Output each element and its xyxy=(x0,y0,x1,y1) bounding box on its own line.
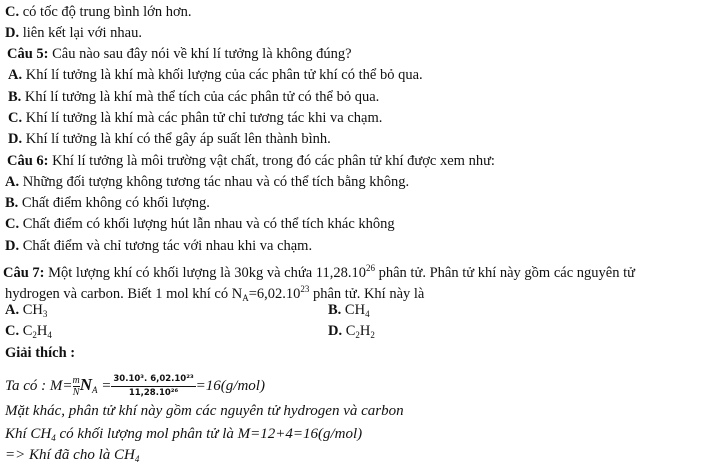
subscript: 4 xyxy=(51,433,56,443)
solution-text: => Khí đã cho là CH xyxy=(5,447,135,463)
question-text: Một lượng khí có khối lượng là 30kg và chứa 11,28.10 xyxy=(44,265,366,281)
q5-option-a xyxy=(8,66,423,84)
numerator: m xyxy=(72,375,80,387)
option-label: B. xyxy=(5,195,19,211)
question-5 xyxy=(7,45,352,63)
option-label: B. xyxy=(328,302,342,318)
solution-heading: Giải thích : xyxy=(5,345,76,361)
option-text: Chất điểm có khối lượng hút lẫn nhau và có thể tích khác không xyxy=(19,216,395,232)
q6-option-c xyxy=(5,215,395,233)
option-text: Khí lí tưởng là khí có thể gây áp suất lên thành bình. xyxy=(22,131,331,147)
option-label: A. xyxy=(5,174,20,190)
q5-option-d xyxy=(8,130,331,148)
question-7 xyxy=(3,259,635,282)
q5-option-c xyxy=(8,109,382,127)
option-label: D. xyxy=(5,238,20,254)
subscript: 2 xyxy=(32,330,37,340)
question-text: =6,02.10 xyxy=(248,286,301,302)
denominator: N xyxy=(72,387,80,399)
formula-text: Ta có : M= xyxy=(5,378,73,394)
exponent: 26 xyxy=(366,263,375,273)
option-text: Khí lí tưởng là khí mà thể tích của các phân tử có thể bỏ qua. xyxy=(21,89,380,105)
option-text: H xyxy=(359,323,371,339)
prev-option-d xyxy=(5,24,142,42)
subscript: 3 xyxy=(42,309,48,319)
option-text: CH xyxy=(19,302,43,318)
option-text: Khí lí tưởng là khí mà khối lượng của các phân tử khí có thể bỏ qua. xyxy=(22,67,423,83)
option-text: Khí lí tưởng là khí mà các phân tử chỉ tương tác khi va chạm. xyxy=(22,110,383,126)
subscript: 4 xyxy=(134,454,140,464)
m-over-n-fraction xyxy=(73,375,80,398)
q7-option-a xyxy=(5,301,47,323)
q7-option-b xyxy=(328,301,370,323)
option-label: D. xyxy=(328,323,343,339)
q6-option-d xyxy=(5,237,312,255)
option-label: B. xyxy=(8,89,22,105)
subscript: A xyxy=(242,293,249,303)
option-text: có tốc độ trung bình lớn hơn. xyxy=(19,4,192,20)
option-label: C. xyxy=(8,110,23,126)
prev-option-c xyxy=(5,3,192,21)
q7-option-c xyxy=(5,322,52,344)
solution-text: Khí CH xyxy=(5,426,52,442)
option-label: C. xyxy=(5,216,20,232)
exponent: 23 xyxy=(300,284,310,294)
option-label: C. xyxy=(5,4,20,20)
option-text: H xyxy=(36,323,48,339)
calculation-fraction xyxy=(111,373,195,400)
option-text: C xyxy=(19,323,33,339)
subscript: 4 xyxy=(365,309,370,319)
formula-text: =16(g/mol) xyxy=(195,378,265,394)
option-label: C. xyxy=(5,323,20,339)
option-label: D. xyxy=(5,25,20,41)
question-text: hydrogen và carbon. Biết 1 mol khí có N xyxy=(5,286,243,302)
question-label: Câu 7: xyxy=(3,265,45,281)
formula-text: N xyxy=(79,375,93,394)
option-text: liên kết lại với nhau. xyxy=(19,25,142,41)
denominator: 11,28.10²⁶ xyxy=(128,388,179,399)
option-text: CH xyxy=(341,302,366,318)
q7-option-d xyxy=(328,322,375,344)
subscript: A xyxy=(92,385,98,395)
question-text: Câu nào sau đây nói về khí lí tưởng là không đúng? xyxy=(48,46,352,62)
question-label: Câu 6: xyxy=(7,153,49,169)
formula-text: = xyxy=(97,378,112,394)
subscript: 4 xyxy=(47,330,52,340)
question-text: phân tử. Phân tử khí này gồm các nguyên tử xyxy=(375,265,635,281)
option-label: D. xyxy=(8,131,23,147)
option-label: A. xyxy=(5,302,20,318)
q5-option-b xyxy=(8,88,379,106)
solution-formula xyxy=(5,370,265,405)
solution-text: có khối lượng mol phân tử là M=12+4=16(g/mol) xyxy=(55,426,363,442)
option-label: A. xyxy=(8,67,23,83)
subscript: 2 xyxy=(370,330,375,340)
option-text: Chất điểm không có khối lượng. xyxy=(18,195,210,211)
question-6 xyxy=(7,152,495,170)
solution-line xyxy=(5,425,362,447)
subscript: 2 xyxy=(355,330,360,340)
q6-option-b xyxy=(5,194,210,212)
solution-title xyxy=(5,344,75,362)
question-text: Khí lí tưởng là môi trường vật chất, trong đó các phân tử khí được xem như: xyxy=(48,153,495,169)
option-text: C xyxy=(342,323,356,339)
solution-line: Mặt khác, phân tử khí này gồm các nguyên tử hydrogen và carbon xyxy=(5,403,404,419)
question-text: phân tử. Khí này là xyxy=(309,286,425,302)
solution-conclusion xyxy=(5,446,139,468)
numerator: 30.10³. 6,02.10²³ xyxy=(111,373,195,387)
q6-option-a xyxy=(5,173,409,191)
option-text: Những đối tượng không tương tác nhau và có thể tích bằng không. xyxy=(19,174,410,190)
question-label: Câu 5: xyxy=(7,46,49,62)
option-text: Chất điểm và chỉ tương tác với nhau khi va chạm. xyxy=(19,238,313,254)
